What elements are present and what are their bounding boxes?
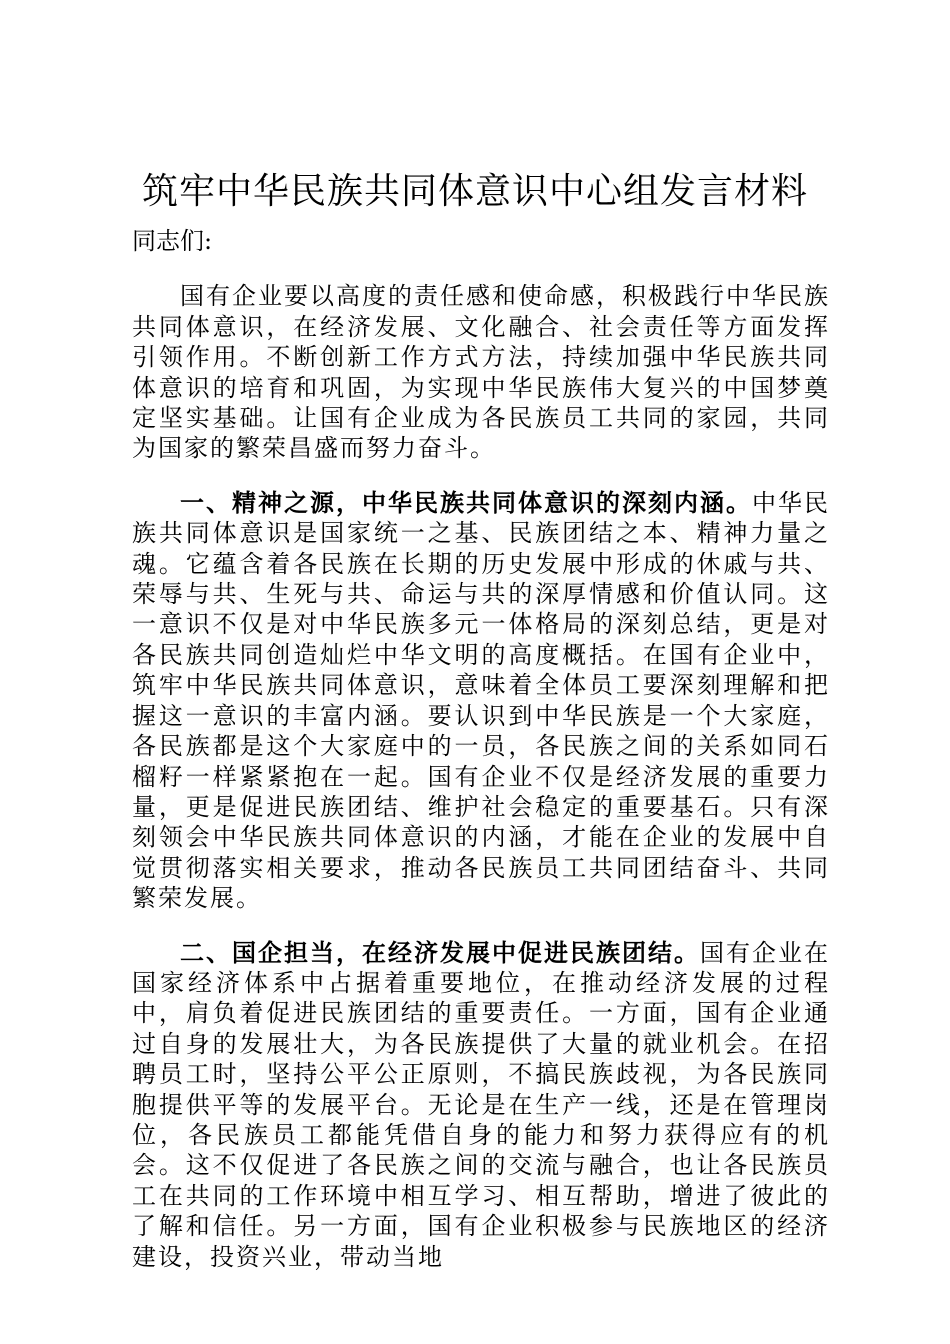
section-paragraph-1: [132, 488, 830, 914]
document-title: 筑牢中华民族共同体意识中心组发言材料: [141, 171, 808, 212]
section-paragraph-2: [132, 938, 830, 1272]
section-heading-1: 一、精神之源，中华民族共同体意识的深刻内涵。: [180, 487, 752, 517]
section-heading-2: 二、国企担当，在经济发展中促进民族团结。: [180, 937, 700, 967]
section-text-1: 中华民族共同体意识是国家统一之基、民族团结之本、精神力量之魂。它蕴含着各民族在长期的历史发展中形成的休戚与共、荣辱与共、生死与共、命运与共的深厚情感和价值认同。这一意识不仅是对中华民族多元一体格局的深刻总结，更是对各民族共同创造灿烂中华文明的高度概括。在国有企业中，筑牢中华民族共同体意识，意味着全体员工要深刻理解和把握这一意识的丰富内涵。要认识到中华民族是一个大家庭，各民族都是这个大家庭中的一员，各民族之间的关系如同石榴籽一样紧紧抱在一起。国有企业不仅是经济发展的重要力量，更是促进民族团结、维护社会稳定的重要基石。只有深刻领会中华民族共同体意识的内涵，才能在企业的发展中自觉贯彻落实相关要求，推动各民族员工共同团结奋斗、共同繁荣发展。: [132, 488, 830, 913]
section-text-2: 国有企业在国家经济体系中占据着重要地位，在推动经济发展的过程中，肩负着促进民族团结的重要责任。一方面，国有企业通过自身的发展壮大，为各民族提供了大量的就业机会。在招聘员工时，坚持公平公正原则，不搞民族歧视，为各民族同胞提供平等的发展平台。无论是在生产一线，还是在管理岗位，各民族员工都能凭借自身的能力和努力获得应有的机会。这不仅促进了各民族之间的交流与融合，也让各民族员工在共同的工作环境中相互学习、相互帮助，增进了彼此的了解和信任。另一方面，国有企业积极参与民族地区的经济建设，投资兴业，带动当地: [132, 938, 830, 1271]
document-body: [132, 226, 830, 1296]
intro-paragraph: 国有企业要以高度的责任感和使命感，积极践行中华民族共同体意识，在经济发展、文化融合、社会责任等方面发挥引领作用。不断创新工作方式方法，持续加强中华民族共同体意识的培育和巩固，为实现中华民族伟大复兴的中国梦奠定坚实基础。让国有企业成为各民族员工共同的家园，共同为国家的繁荣昌盛而努力奋斗。: [132, 282, 830, 463]
greeting: 同志们:: [132, 227, 213, 255]
